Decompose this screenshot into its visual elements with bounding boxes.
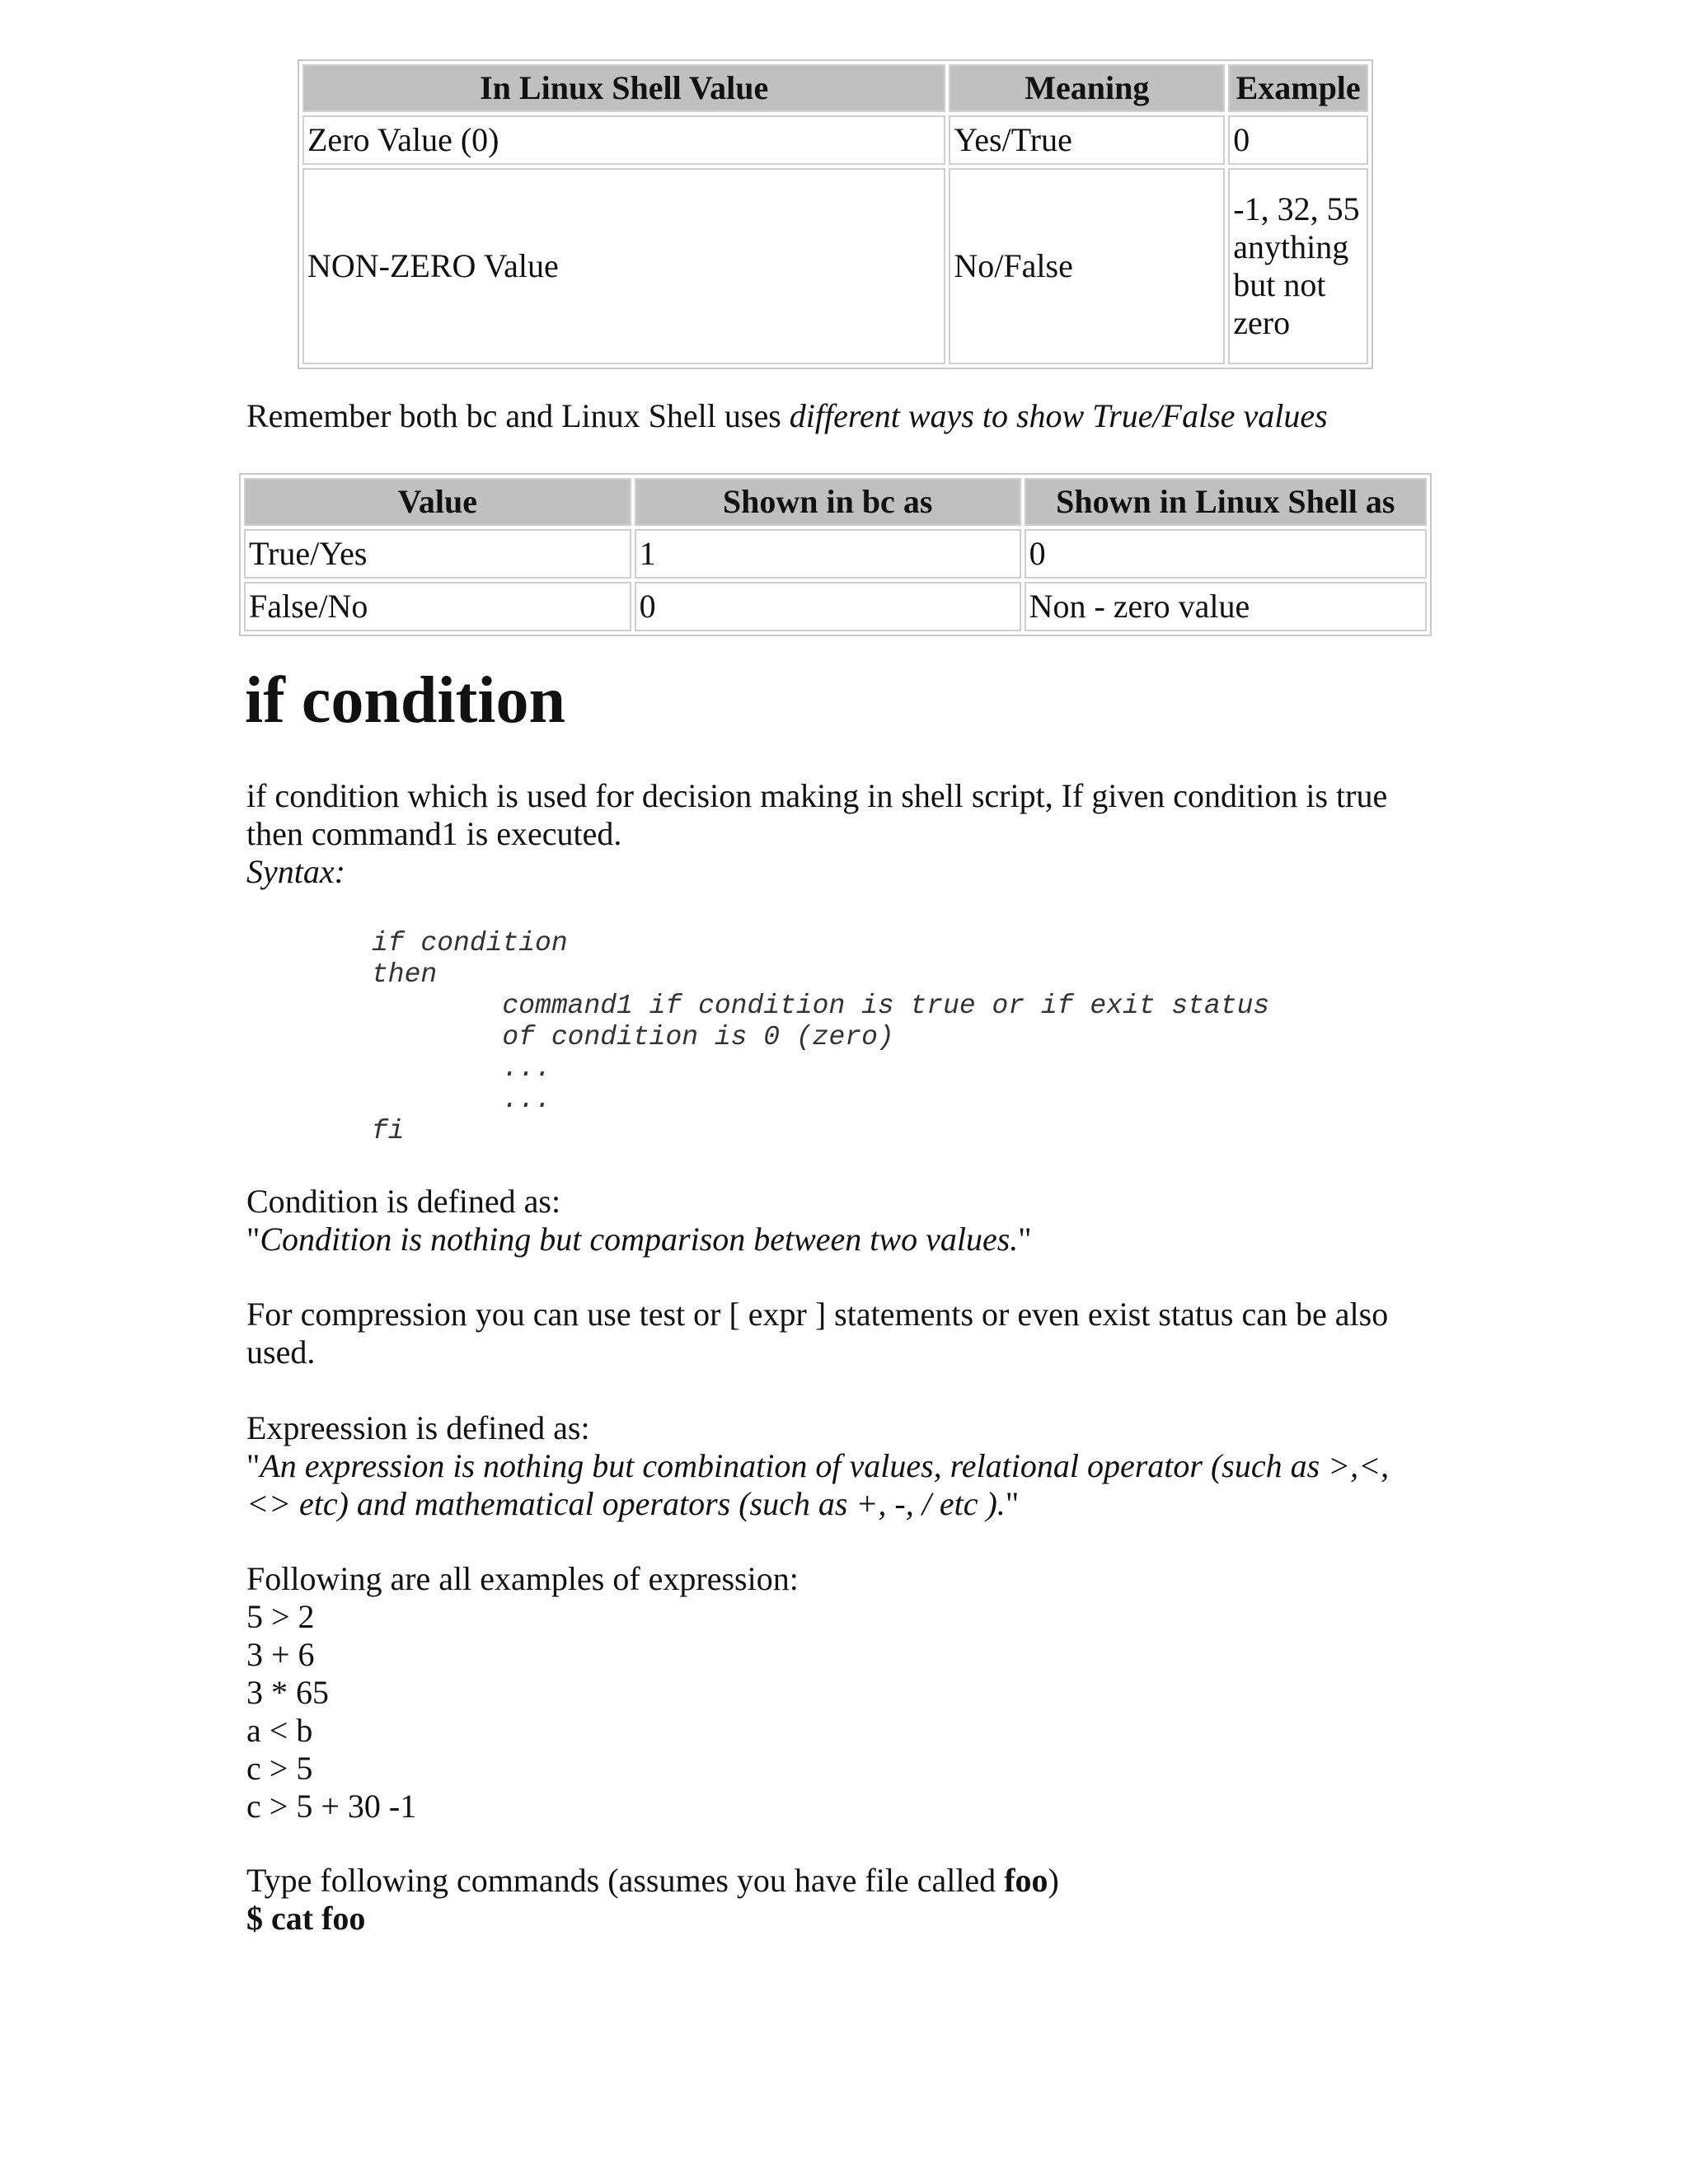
condition-quote: Condition is nothing but comparison between two values.	[260, 1221, 1019, 1258]
table-cell: NON-ZERO Value	[302, 168, 945, 364]
table-header-row	[244, 478, 1427, 526]
table-row	[244, 529, 1427, 579]
compression-paragraph: For compression you can use test or [ expr ] statements or even exist status can be also used.	[246, 1296, 1389, 1371]
expression-line: Expreession is defined as:	[246, 1409, 590, 1446]
remember-paragraph	[246, 397, 1417, 435]
syntax-label: Syntax:	[246, 853, 345, 890]
table-cell: 0	[1228, 115, 1368, 165]
remember-italic: different ways to show True/False values	[789, 397, 1328, 434]
condition-line: Condition is defined as:	[246, 1183, 561, 1220]
bc-vs-shell-table	[239, 473, 1432, 636]
table-cell: 1	[635, 529, 1021, 579]
table-row	[302, 115, 1368, 165]
table-cell: No/False	[949, 168, 1225, 364]
code-line: then	[372, 959, 438, 990]
table-cell: Yes/True	[949, 115, 1225, 165]
code-line: of condition is 0 (zero)	[372, 1022, 894, 1052]
example-item: 5 > 2	[246, 1598, 315, 1635]
table-cell: False/No	[244, 582, 631, 631]
syntax-code-block	[372, 928, 1269, 1147]
table-header-cell: Meaning	[949, 64, 1225, 112]
code-line: fi	[372, 1116, 405, 1146]
table-row	[302, 168, 1368, 364]
quote-mark: "	[1018, 1221, 1032, 1258]
example-item: 3 + 6	[246, 1636, 315, 1673]
code-line: command1 if condition is true or if exit status	[372, 991, 1270, 1021]
shell-values-table	[298, 59, 1373, 369]
examples-paragraph	[246, 1560, 1417, 1825]
page-heading: if condition	[245, 664, 565, 737]
quote-mark: "	[246, 1447, 260, 1484]
table-cell: True/Yes	[244, 529, 631, 579]
table-header-row	[302, 64, 1368, 112]
expression-quote: An expression is nothing but combination of values, relational operator (such as >,<, <> etc) and mathematical operators (such as +, -, / etc ).	[246, 1447, 1390, 1522]
examples-intro: Following are all examples of expression:	[246, 1560, 799, 1597]
example-item: c > 5	[246, 1750, 313, 1787]
example-item: c > 5 + 30 -1	[246, 1788, 417, 1825]
type-text-end: )	[1048, 1862, 1059, 1899]
table-row	[244, 582, 1427, 631]
table-cell: 0	[635, 582, 1021, 631]
table-header-cell: Example	[1228, 64, 1368, 112]
example-item: a < b	[246, 1712, 313, 1749]
type-command-paragraph	[246, 1862, 1417, 1938]
condition-paragraph	[246, 1183, 1417, 1258]
code-line: if condition	[372, 928, 568, 958]
quote-mark: "	[246, 1221, 260, 1258]
quote-mark: "	[1005, 1485, 1020, 1522]
expression-paragraph	[246, 1409, 1417, 1523]
table-header-cell: Shown in bc as	[635, 478, 1021, 526]
table-cell: Zero Value (0)	[302, 115, 945, 165]
table-cell: -1, 32, 55 anything but not zero	[1228, 168, 1368, 364]
table-cell: Non - zero value	[1025, 582, 1427, 631]
shell-command: $ cat foo	[246, 1900, 366, 1937]
intro-paragraph	[246, 777, 1417, 891]
remember-text: Remember both bc and Linux Shell uses	[246, 397, 790, 434]
table-header-cell: Value	[244, 478, 631, 526]
table-header-cell: Shown in Linux Shell as	[1025, 478, 1427, 526]
table-header-cell: In Linux Shell Value	[302, 64, 945, 112]
code-line: ...	[372, 1085, 551, 1115]
code-line: ...	[372, 1053, 551, 1084]
type-text: Type following commands (assumes you have file called	[246, 1862, 1005, 1899]
filename: foo	[1004, 1862, 1048, 1899]
table-cell: 0	[1025, 529, 1427, 579]
intro-text: if condition which is used for decision making in shell script, If given condition is true then command1 is executed.	[246, 777, 1388, 852]
example-item: 3 * 65	[246, 1674, 329, 1711]
